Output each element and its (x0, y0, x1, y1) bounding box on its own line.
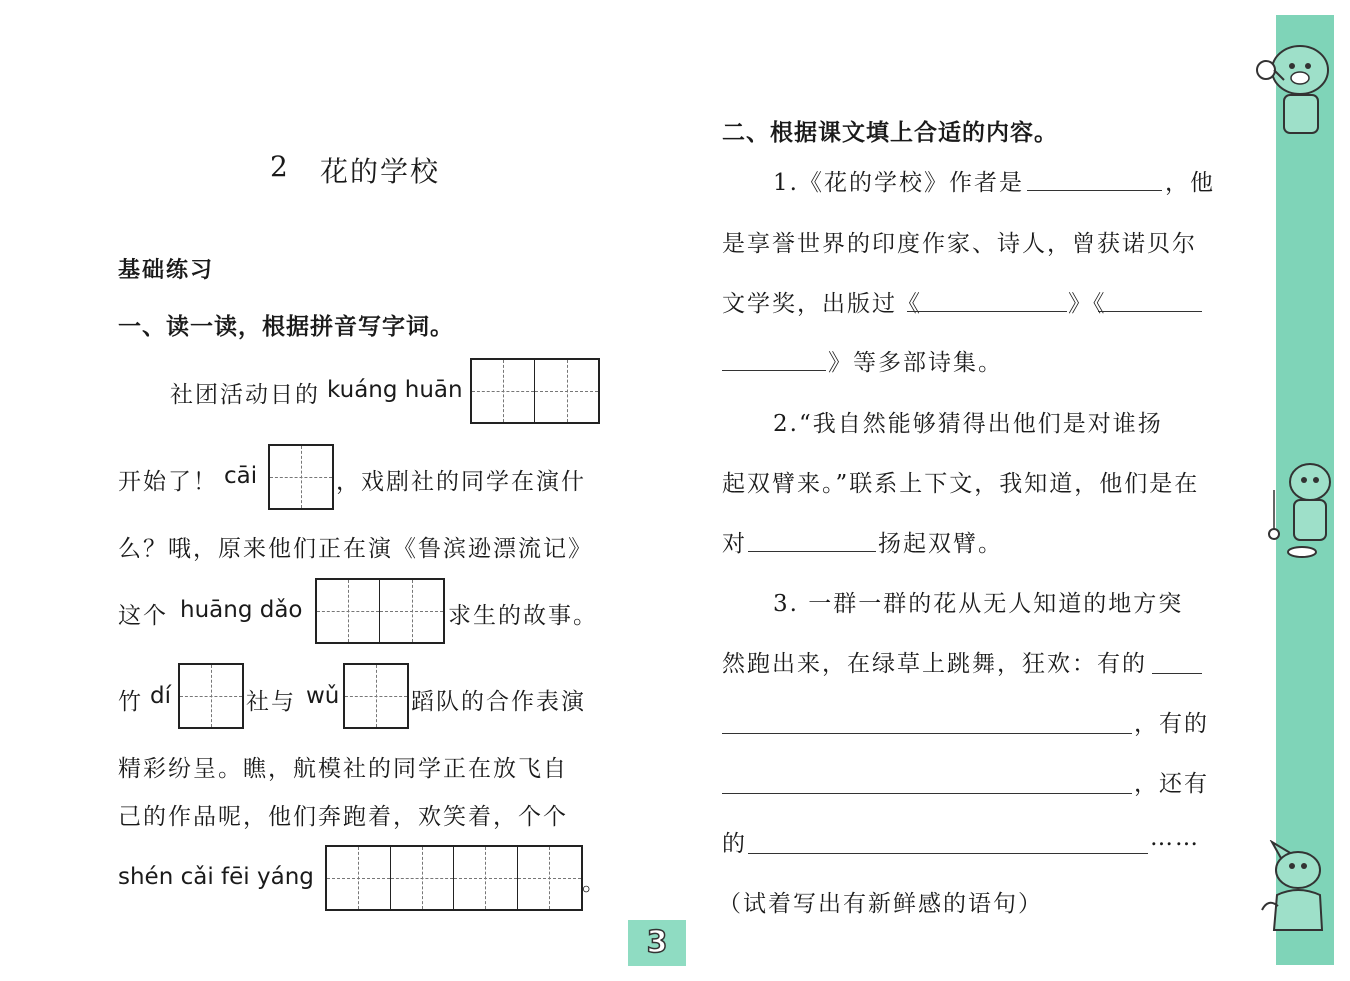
text-line-5a: 竹 (118, 689, 143, 715)
text-line-6: 精彩纷呈。瞧，航模社的同学正在放飞自 (118, 756, 568, 782)
yoyo-cartoon-icon (1262, 460, 1342, 560)
answer-grid-kuang-huan[interactable] (470, 358, 600, 424)
text-line-2b: ，戏剧社的同学在演什 (336, 469, 586, 495)
question-1-heading: 一、读一读，根据拼音写字词。 (118, 314, 454, 340)
pinyin-kuang-huan: kuáng huān (327, 377, 463, 403)
lesson-number: 2 (270, 150, 288, 183)
r-line-3b: 》《 (1068, 291, 1107, 317)
r-line-8: 3. 一群一群的花从无人知道的地方突 (773, 591, 1184, 617)
blank-some-3[interactable] (748, 853, 1148, 854)
answer-grid-wu[interactable] (343, 663, 409, 729)
page-number: 3 (646, 925, 668, 960)
blank-some-2[interactable] (722, 793, 1132, 794)
lesson-title: 花的学校 (320, 155, 441, 188)
text-line-3: 么？哦，原来他们正在演《鲁滨逊漂流记》 (118, 536, 593, 562)
r-line-2: 是享誉世界的印度作家、诗人，曾获诺贝尔 (722, 231, 1197, 257)
answer-grid-di[interactable] (178, 663, 244, 729)
question-2-heading: 二、根据课文填上合适的内容。 (722, 120, 1058, 146)
r-line-13-hint: （试着写出有新鲜感的语句） (718, 891, 1043, 917)
pig-cartoon-icon (1250, 40, 1340, 140)
r-line-7a: 对 (722, 531, 747, 557)
text-line-1: 社团活动日的 (170, 382, 320, 408)
r-line-6: 起双臂来。”联系上下文，我知道，他们是在 (722, 471, 1200, 497)
section-heading: 基础练习 (118, 258, 215, 283)
r-line-12a: 的 (722, 831, 747, 857)
pinyin-cai: cāi (224, 463, 258, 489)
r-line-3a: 文学奖，出版过《 (722, 291, 922, 317)
text-line-5c: 蹈队的合作表演 (411, 689, 586, 715)
r-line-1: 1.《花的学校》作者是 (773, 170, 1024, 196)
r-line-9: 然跑出来，在绿草上跳舞，狂欢：有的 (722, 651, 1147, 677)
pinyin-wu: wǔ (306, 683, 340, 709)
pinyin-huang-dao: huāng dǎo (180, 597, 303, 623)
blank-book-2a[interactable] (1098, 311, 1202, 312)
r-line-12-end: …… (1150, 825, 1200, 851)
r-line-11-end: ，还有 (1134, 771, 1209, 797)
text-line-4b: 求生的故事。 (448, 603, 598, 629)
r-line-1-end: ，他 (1165, 170, 1215, 196)
blank-some-1b[interactable] (722, 733, 1132, 734)
blank-author[interactable] (1027, 190, 1162, 191)
r-line-7b: 扬起双臂。 (878, 531, 1003, 557)
answer-grid-shen-cai-fei-yang[interactable] (325, 845, 583, 911)
pinyin-di: dí (150, 683, 171, 709)
answer-grid-cai[interactable] (268, 444, 334, 510)
blank-book-2b[interactable] (722, 370, 826, 371)
text-line-5b: 社与 (246, 689, 296, 715)
blank-to-whom[interactable] (748, 551, 876, 552)
text-line-7: 己的作品呢，他们奔跑着，欢笑着，个个 (118, 804, 568, 830)
wolf-cartoon-icon (1252, 840, 1342, 940)
blank-book-1[interactable] (907, 311, 1067, 312)
pinyin-shen-cai-fei-yang: shén cǎi fēi yáng (118, 864, 314, 890)
text-line-4a: 这个 (118, 603, 168, 629)
text-line-8-end: 。 (582, 870, 607, 896)
blank-some-1a[interactable] (1152, 673, 1202, 674)
answer-grid-huang-dao[interactable] (315, 578, 445, 644)
text-line-2a: 开始了！ (118, 469, 218, 495)
r-line-4-end: 》等多部诗集。 (828, 350, 1003, 376)
r-line-5: 2.“我自然能够猜得出他们是对谁扬 (773, 411, 1163, 437)
r-line-10-end: ，有的 (1134, 711, 1209, 737)
